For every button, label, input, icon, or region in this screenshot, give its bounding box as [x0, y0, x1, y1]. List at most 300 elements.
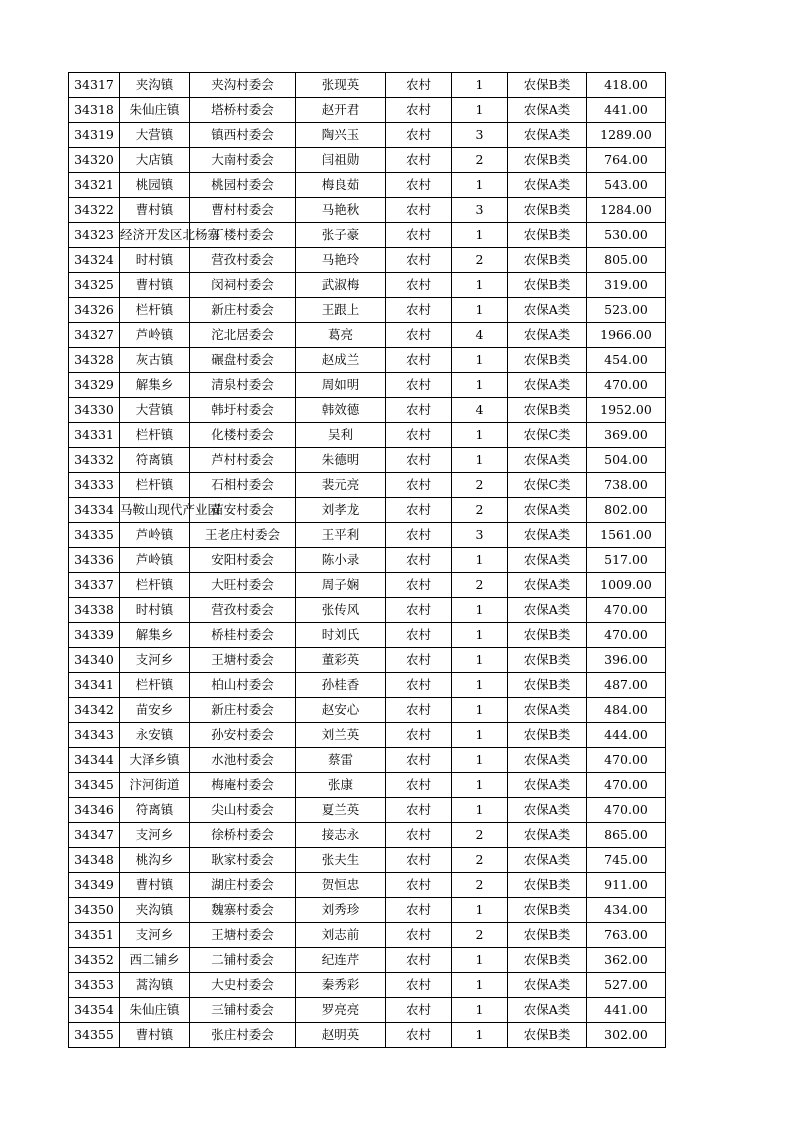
table-row	[69, 523, 666, 548]
table-row	[69, 148, 666, 173]
cell-village-committee: 清泉村委会	[190, 373, 296, 398]
cell-insurance-category: 农保A类	[508, 298, 587, 323]
cell-amount: 504.00	[587, 448, 666, 473]
cell-household-type: 农村	[386, 623, 452, 648]
cell-household-size: 1	[452, 673, 508, 698]
cell-record-id: 34324	[69, 248, 120, 273]
cell-village-committee: 镇西村委会	[190, 123, 296, 148]
cell-township: 大泽乡镇	[120, 748, 190, 773]
cell-person-name: 罗亮亮	[296, 998, 386, 1023]
cell-village-committee: 孙安村委会	[190, 723, 296, 748]
cell-village-committee: 水池村委会	[190, 748, 296, 773]
cell-household-size: 1	[452, 698, 508, 723]
cell-person-name: 纪连芹	[296, 948, 386, 973]
cell-record-id: 34328	[69, 348, 120, 373]
cell-record-id: 34327	[69, 323, 120, 348]
cell-township: 解集乡	[120, 623, 190, 648]
table-row	[69, 648, 666, 673]
cell-insurance-category: 农保B类	[508, 723, 587, 748]
cell-record-id: 34322	[69, 198, 120, 223]
cell-person-name: 张现英	[296, 73, 386, 98]
cell-record-id: 34341	[69, 673, 120, 698]
cell-record-id: 34317	[69, 73, 120, 98]
table-row	[69, 73, 666, 98]
cell-record-id: 34338	[69, 598, 120, 623]
cell-household-type: 农村	[386, 823, 452, 848]
table-row	[69, 798, 666, 823]
cell-insurance-category: 农保A类	[508, 848, 587, 873]
table-row	[69, 198, 666, 223]
table-row	[69, 373, 666, 398]
cell-household-size: 1	[452, 973, 508, 998]
cell-record-id: 34323	[69, 223, 120, 248]
cell-insurance-category: 农保B类	[508, 273, 587, 298]
cell-household-size: 2	[452, 848, 508, 873]
cell-township: 支河乡	[120, 823, 190, 848]
cell-township: 永安镇	[120, 723, 190, 748]
table-row	[69, 1023, 666, 1048]
cell-village-committee: 石相村委会	[190, 473, 296, 498]
cell-record-id: 34321	[69, 173, 120, 198]
cell-record-id: 34344	[69, 748, 120, 773]
cell-village-committee: 湖庄村委会	[190, 873, 296, 898]
cell-household-size: 3	[452, 523, 508, 548]
cell-record-id: 34333	[69, 473, 120, 498]
cell-amount: 369.00	[587, 423, 666, 448]
cell-person-name: 王跟上	[296, 298, 386, 323]
cell-village-committee: 大旺村委会	[190, 573, 296, 598]
cell-township: 灰古镇	[120, 348, 190, 373]
cell-person-name: 贺恒忠	[296, 873, 386, 898]
cell-insurance-category: 农保A类	[508, 598, 587, 623]
table-row	[69, 973, 666, 998]
cell-village-committee: 营孜村委会	[190, 598, 296, 623]
cell-township: 解集乡	[120, 373, 190, 398]
cell-amount: 523.00	[587, 298, 666, 323]
cell-household-size: 1	[452, 98, 508, 123]
cell-township: 夹沟镇	[120, 73, 190, 98]
cell-household-type: 农村	[386, 423, 452, 448]
cell-insurance-category: 农保B类	[508, 223, 587, 248]
cell-township: 符离镇	[120, 448, 190, 473]
cell-household-size: 1	[452, 173, 508, 198]
cell-household-size: 1	[452, 748, 508, 773]
cell-person-name: 刘志前	[296, 923, 386, 948]
cell-insurance-category: 农保B类	[508, 398, 587, 423]
cell-household-size: 1	[452, 723, 508, 748]
cell-insurance-category: 农保A类	[508, 748, 587, 773]
table-row	[69, 423, 666, 448]
cell-amount: 865.00	[587, 823, 666, 848]
cell-household-type: 农村	[386, 673, 452, 698]
cell-insurance-category: 农保A类	[508, 498, 587, 523]
cell-amount: 302.00	[587, 1023, 666, 1048]
cell-village-committee: 曹村村委会	[190, 198, 296, 223]
cell-insurance-category: 农保B类	[508, 198, 587, 223]
cell-amount: 470.00	[587, 623, 666, 648]
cell-record-id: 34342	[69, 698, 120, 723]
cell-household-type: 农村	[386, 448, 452, 473]
table-row	[69, 123, 666, 148]
cell-insurance-category: 农保B类	[508, 648, 587, 673]
cell-township: 朱仙庄镇	[120, 998, 190, 1023]
cell-amount: 764.00	[587, 148, 666, 173]
cell-insurance-category: 农保C类	[508, 473, 587, 498]
cell-village-committee: 韩圩村委会	[190, 398, 296, 423]
cell-household-size: 1	[452, 623, 508, 648]
cell-record-id: 34336	[69, 548, 120, 573]
cell-township: 桃沟乡	[120, 848, 190, 873]
table-row	[69, 548, 666, 573]
cell-household-size: 3	[452, 123, 508, 148]
cell-person-name: 陶兴玉	[296, 123, 386, 148]
cell-amount: 763.00	[587, 923, 666, 948]
cell-insurance-category: 农保B类	[508, 348, 587, 373]
cell-village-committee: 张庄村委会	[190, 1023, 296, 1048]
cell-person-name: 张夫生	[296, 848, 386, 873]
cell-insurance-category: 农保B类	[508, 673, 587, 698]
cell-amount: 362.00	[587, 948, 666, 973]
cell-household-size: 2	[452, 823, 508, 848]
cell-person-name: 夏兰英	[296, 798, 386, 823]
cell-insurance-category: 农保A类	[508, 798, 587, 823]
cell-amount: 454.00	[587, 348, 666, 373]
cell-household-type: 农村	[386, 598, 452, 623]
cell-township: 时村镇	[120, 248, 190, 273]
cell-record-id: 34349	[69, 873, 120, 898]
cell-household-size: 1	[452, 423, 508, 448]
cell-record-id: 34354	[69, 998, 120, 1023]
table-row	[69, 748, 666, 773]
cell-insurance-category: 农保A类	[508, 448, 587, 473]
cell-household-type: 农村	[386, 923, 452, 948]
cell-person-name: 葛亮	[296, 323, 386, 348]
cell-village-committee: 芦村村委会	[190, 448, 296, 473]
cell-household-type: 农村	[386, 848, 452, 873]
cell-amount: 319.00	[587, 273, 666, 298]
cell-household-size: 2	[452, 248, 508, 273]
cell-township: 符离镇	[120, 798, 190, 823]
cell-household-type: 农村	[386, 973, 452, 998]
cell-township: 曹村镇	[120, 873, 190, 898]
table-row	[69, 348, 666, 373]
table-row	[69, 298, 666, 323]
table-row	[69, 923, 666, 948]
table-row	[69, 623, 666, 648]
cell-insurance-category: 农保A类	[508, 973, 587, 998]
cell-insurance-category: 农保A类	[508, 323, 587, 348]
cell-insurance-category: 农保B类	[508, 623, 587, 648]
cell-village-committee: 沱北居委会	[190, 323, 296, 348]
cell-household-size: 2	[452, 473, 508, 498]
cell-household-size: 1	[452, 798, 508, 823]
cell-household-type: 农村	[386, 73, 452, 98]
cell-amount: 396.00	[587, 648, 666, 673]
cell-record-id: 34332	[69, 448, 120, 473]
cell-household-type: 农村	[386, 948, 452, 973]
cell-amount: 1289.00	[587, 123, 666, 148]
cell-household-type: 农村	[386, 98, 452, 123]
cell-household-size: 1	[452, 73, 508, 98]
cell-record-id: 34339	[69, 623, 120, 648]
cell-record-id: 34329	[69, 373, 120, 398]
cell-household-type: 农村	[386, 873, 452, 898]
cell-person-name: 裴元亮	[296, 473, 386, 498]
cell-record-id: 34345	[69, 773, 120, 798]
cell-record-id: 34346	[69, 798, 120, 823]
cell-person-name: 秦秀彩	[296, 973, 386, 998]
cell-village-committee: 梅庵村委会	[190, 773, 296, 798]
cell-township: 马鞍山现代产业园	[120, 498, 190, 523]
cell-insurance-category: 农保A类	[508, 523, 587, 548]
cell-township: 汴河街道	[120, 773, 190, 798]
cell-record-id: 34325	[69, 273, 120, 298]
cell-village-committee: 徐桥村委会	[190, 823, 296, 848]
cell-person-name: 马艳玲	[296, 248, 386, 273]
cell-township: 苗安乡	[120, 698, 190, 723]
cell-household-type: 农村	[386, 373, 452, 398]
cell-amount: 517.00	[587, 548, 666, 573]
cell-person-name: 赵成兰	[296, 348, 386, 373]
cell-household-size: 1	[452, 648, 508, 673]
cell-township: 西二铺乡	[120, 948, 190, 973]
cell-amount: 527.00	[587, 973, 666, 998]
cell-household-size: 4	[452, 398, 508, 423]
cell-amount: 470.00	[587, 598, 666, 623]
cell-household-type: 农村	[386, 998, 452, 1023]
cell-amount: 484.00	[587, 698, 666, 723]
cell-record-id: 34318	[69, 98, 120, 123]
cell-insurance-category: 农保A类	[508, 998, 587, 1023]
cell-amount: 1952.00	[587, 398, 666, 423]
cell-township: 芦岭镇	[120, 548, 190, 573]
cell-township: 栏杆镇	[120, 473, 190, 498]
cell-amount: 745.00	[587, 848, 666, 873]
cell-township: 经济开发区北杨寨	[120, 223, 190, 248]
cell-person-name: 吴利	[296, 423, 386, 448]
cell-village-committee: 王老庄村委会	[190, 523, 296, 548]
cell-amount: 418.00	[587, 73, 666, 98]
cell-township: 曹村镇	[120, 273, 190, 298]
cell-amount: 738.00	[587, 473, 666, 498]
cell-household-type: 农村	[386, 398, 452, 423]
cell-amount: 1966.00	[587, 323, 666, 348]
cell-amount: 470.00	[587, 798, 666, 823]
cell-insurance-category: 农保A类	[508, 548, 587, 573]
cell-household-size: 2	[452, 923, 508, 948]
cell-township: 曹村镇	[120, 1023, 190, 1048]
cell-village-committee: 新庄村委会	[190, 298, 296, 323]
table-row	[69, 898, 666, 923]
cell-record-id: 34331	[69, 423, 120, 448]
cell-person-name: 张子豪	[296, 223, 386, 248]
cell-record-id: 34353	[69, 973, 120, 998]
relief-roster-table	[68, 72, 666, 1048]
cell-household-type: 农村	[386, 648, 452, 673]
cell-record-id: 34340	[69, 648, 120, 673]
cell-household-type: 农村	[386, 298, 452, 323]
cell-insurance-category: 农保B类	[508, 923, 587, 948]
cell-township: 栏杆镇	[120, 298, 190, 323]
cell-household-type: 农村	[386, 773, 452, 798]
cell-township: 栏杆镇	[120, 573, 190, 598]
cell-person-name: 董彩英	[296, 648, 386, 673]
cell-amount: 441.00	[587, 998, 666, 1023]
table-row	[69, 398, 666, 423]
cell-person-name: 赵安心	[296, 698, 386, 723]
cell-person-name: 刘秀珍	[296, 898, 386, 923]
cell-village-committee: 耿家村委会	[190, 848, 296, 873]
cell-household-size: 2	[452, 498, 508, 523]
cell-insurance-category: 农保C类	[508, 423, 587, 448]
cell-insurance-category: 农保B类	[508, 873, 587, 898]
cell-village-committee: 丁楼村委会	[190, 223, 296, 248]
cell-household-type: 农村	[386, 698, 452, 723]
cell-household-type: 农村	[386, 548, 452, 573]
table-row	[69, 998, 666, 1023]
cell-record-id: 34319	[69, 123, 120, 148]
cell-amount: 1009.00	[587, 573, 666, 598]
cell-village-committee: 魏寨村委会	[190, 898, 296, 923]
cell-household-type: 农村	[386, 223, 452, 248]
cell-township: 蒿沟镇	[120, 973, 190, 998]
cell-insurance-category: 农保B类	[508, 73, 587, 98]
cell-person-name: 王平利	[296, 523, 386, 548]
cell-household-size: 1	[452, 1023, 508, 1048]
cell-person-name: 蔡雷	[296, 748, 386, 773]
cell-household-type: 农村	[386, 123, 452, 148]
cell-household-size: 1	[452, 223, 508, 248]
cell-record-id: 34355	[69, 1023, 120, 1048]
cell-village-committee: 王塘村委会	[190, 648, 296, 673]
cell-record-id: 34335	[69, 523, 120, 548]
cell-insurance-category: 农保A类	[508, 98, 587, 123]
cell-household-size: 1	[452, 373, 508, 398]
cell-person-name: 赵开君	[296, 98, 386, 123]
cell-insurance-category: 农保B类	[508, 948, 587, 973]
cell-household-type: 农村	[386, 198, 452, 223]
cell-amount: 1284.00	[587, 198, 666, 223]
cell-township: 栏杆镇	[120, 423, 190, 448]
cell-record-id: 34343	[69, 723, 120, 748]
cell-insurance-category: 农保B类	[508, 248, 587, 273]
cell-record-id: 34326	[69, 298, 120, 323]
cell-township: 芦岭镇	[120, 323, 190, 348]
cell-person-name: 刘兰英	[296, 723, 386, 748]
cell-person-name: 武淑梅	[296, 273, 386, 298]
cell-household-type: 农村	[386, 798, 452, 823]
cell-amount: 470.00	[587, 373, 666, 398]
cell-person-name: 闫祖勋	[296, 148, 386, 173]
cell-village-committee: 柏山村委会	[190, 673, 296, 698]
cell-person-name: 赵明英	[296, 1023, 386, 1048]
cell-household-type: 农村	[386, 498, 452, 523]
table-row	[69, 98, 666, 123]
cell-person-name: 刘孝龙	[296, 498, 386, 523]
cell-village-committee: 大史村委会	[190, 973, 296, 998]
cell-household-type: 农村	[386, 473, 452, 498]
cell-township: 支河乡	[120, 648, 190, 673]
cell-person-name: 时刘氏	[296, 623, 386, 648]
cell-village-committee: 营孜村委会	[190, 248, 296, 273]
table-row	[69, 873, 666, 898]
cell-insurance-category: 农保A类	[508, 173, 587, 198]
cell-person-name: 马艳秋	[296, 198, 386, 223]
cell-record-id: 34350	[69, 898, 120, 923]
cell-amount: 802.00	[587, 498, 666, 523]
cell-amount: 911.00	[587, 873, 666, 898]
cell-household-type: 农村	[386, 1023, 452, 1048]
cell-insurance-category: 农保A类	[508, 123, 587, 148]
cell-person-name: 张康	[296, 773, 386, 798]
table-row	[69, 498, 666, 523]
cell-village-committee: 王塘村委会	[190, 923, 296, 948]
cell-township: 朱仙庄镇	[120, 98, 190, 123]
cell-record-id: 34337	[69, 573, 120, 598]
cell-household-size: 2	[452, 573, 508, 598]
cell-record-id: 34352	[69, 948, 120, 973]
cell-village-committee: 桃园村委会	[190, 173, 296, 198]
cell-household-type: 农村	[386, 348, 452, 373]
table-row	[69, 598, 666, 623]
table-row	[69, 173, 666, 198]
cell-village-committee: 安阳村委会	[190, 548, 296, 573]
table-row	[69, 273, 666, 298]
cell-record-id: 34348	[69, 848, 120, 873]
cell-township: 时村镇	[120, 598, 190, 623]
cell-household-size: 1	[452, 598, 508, 623]
cell-household-size: 3	[452, 198, 508, 223]
cell-insurance-category: 农保B类	[508, 1023, 587, 1048]
cell-person-name: 梅良茹	[296, 173, 386, 198]
cell-person-name: 周子娴	[296, 573, 386, 598]
cell-household-size: 1	[452, 948, 508, 973]
table-row	[69, 223, 666, 248]
cell-record-id: 34334	[69, 498, 120, 523]
cell-household-size: 4	[452, 323, 508, 348]
cell-village-committee: 苗安村委会	[190, 498, 296, 523]
cell-person-name: 韩效德	[296, 398, 386, 423]
cell-insurance-category: 农保A类	[508, 573, 587, 598]
cell-household-type: 农村	[386, 573, 452, 598]
table-row	[69, 723, 666, 748]
cell-township: 大营镇	[120, 123, 190, 148]
cell-record-id: 34320	[69, 148, 120, 173]
cell-household-size: 1	[452, 448, 508, 473]
cell-person-name: 朱德明	[296, 448, 386, 473]
cell-amount: 1561.00	[587, 523, 666, 548]
cell-person-name: 孙桂香	[296, 673, 386, 698]
table-row	[69, 698, 666, 723]
cell-township: 栏杆镇	[120, 673, 190, 698]
table-row	[69, 848, 666, 873]
cell-record-id: 34351	[69, 923, 120, 948]
table-row	[69, 823, 666, 848]
cell-household-type: 农村	[386, 273, 452, 298]
cell-township: 大店镇	[120, 148, 190, 173]
cell-insurance-category: 农保A类	[508, 773, 587, 798]
cell-amount: 444.00	[587, 723, 666, 748]
cell-township: 桃园镇	[120, 173, 190, 198]
cell-household-type: 农村	[386, 148, 452, 173]
cell-village-committee: 碾盘村委会	[190, 348, 296, 373]
cell-insurance-category: 农保B类	[508, 898, 587, 923]
cell-village-committee: 尖山村委会	[190, 798, 296, 823]
cell-household-type: 农村	[386, 523, 452, 548]
cell-insurance-category: 农保A类	[508, 823, 587, 848]
table-row	[69, 948, 666, 973]
cell-amount: 470.00	[587, 748, 666, 773]
